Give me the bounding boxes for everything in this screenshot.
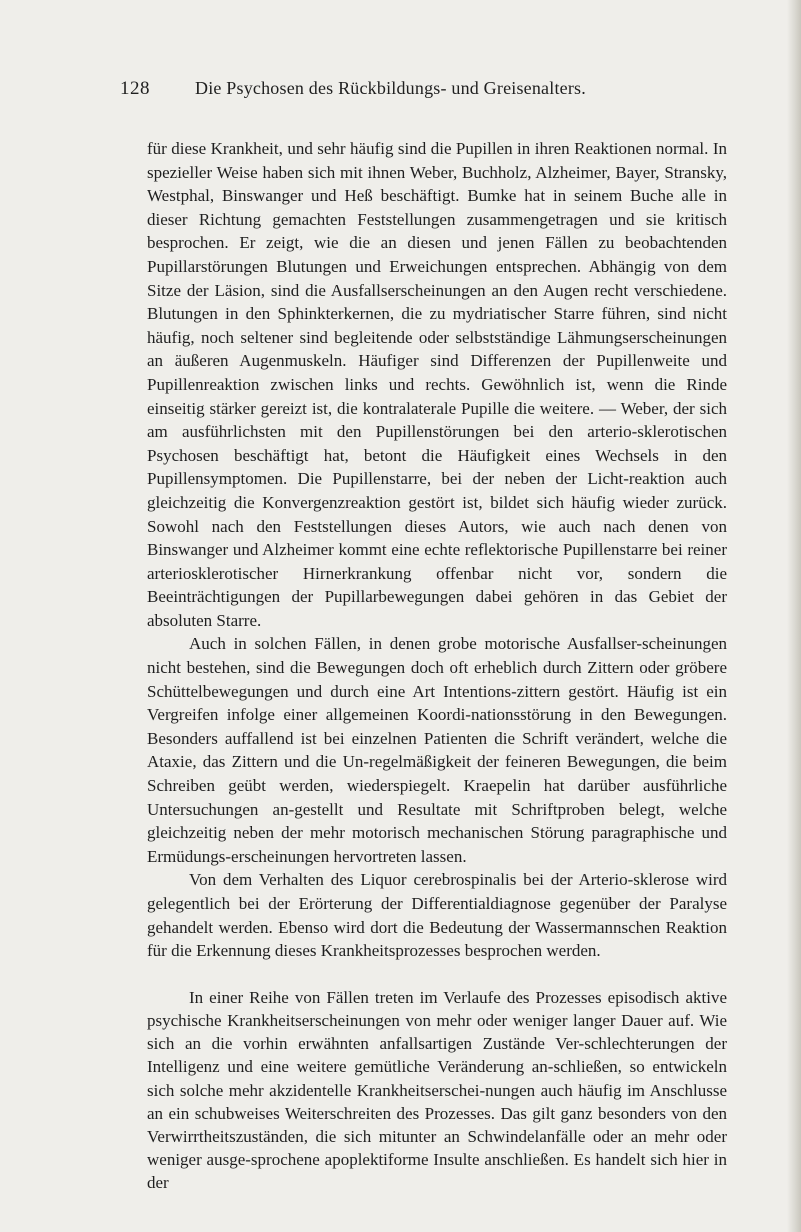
paragraph-motor-disturbances: Auch in solchen Fällen, in denen grobe motorische Ausfallser-scheinungen nicht bestehen, sind die Bewegungen doch oft erheblich durch Zittern oder gröbere Schüttelbewegungen und durch eine Art Intentions-zittern gestört. Häufig ist ein Vergreifen infolge einer allgemeinen Koordi-nationsstörung in den Bewegungen. Besonders auffallend ist bei einzelnen Patienten die Schrift verändert, welche die Ataxie, das Zittern und die Un-regelmäßigkeit der feineren Bewegungen, die beim Schreiben geübt werden, wiederspiegelt. Kraepelin hat darüber ausführliche Untersuchungen an-gestellt und Resultate mit Schriftproben belegt, welche gleichzeitig neben der mehr motorisch mechanischen Störung paragraphische und Ermüdungs-erscheinungen hervortreten lassen. xyxy=(147,634,727,866)
paragraph-pupil-reactions: für diese Krankheit, und sehr häufig sind die Pupillen in ihren Reaktionen normal. In spezieller Weise haben sich mit ihnen Weber, Buchholz, Alzheimer, Bayer, Stransky, Westphal, Binswanger und Heß beschäftigt. Bumke hat in seinem Buche alle in dieser Richtung gemachten Feststellungen zusammengetragen und sie kritisch besprochen. Er zeigt, wie die an diesen und jenen Fällen zu beobachtenden Pupillarstörungen Blutungen und Erweichungen entsprechen. Abhängig von dem Sitze der Läsion, sind die Ausfallserscheinungen an den Augen recht verschiedene. Blutungen in den Sphinkterkernen, die zu mydriatischer Starre führen, sind nicht häufig, noch seltener sind begleitende oder selbstständige Lähmungserscheinungen an äußeren Augenmuskeln. Häufiger sind Differenzen der Pupillenweite und Pupillenreaktion zwischen links und rechts. Gewöhnlich ist, wenn die Rinde einseitig stärker gereizt ist, die kontralaterale Pupille die weitere. — Weber, der sich am ausführlichsten mit den Pupillenstörungen bei den arterio-sklerotischen Psychosen beschäftigt hat, betont die Häufigkeit eines Wechsels in den Pupillensymptomen. Die Pupillenstarre, bei der neben der Licht-reaktion auch gleichzeitig die Konvergenzreaktion gestört ist, bildet sich häufig wieder zurück. Sowohl nach den Feststellungen dieses Autors, wie auch nach denen von Binswanger und Alzheimer kommt eine echte reflektorische Pupillenstarre bei reiner arteriosklerotischer Hirnerkrankung offenbar nicht vor, sondern die Beeinträchtigungen der Pupillarbewegungen dabei gehören in das Gebiet der absoluten Starre. xyxy=(147,139,727,630)
body-text xyxy=(147,137,727,1195)
page-edge-shadow xyxy=(787,0,801,1232)
page-number: 128 xyxy=(120,78,150,99)
page-header xyxy=(120,78,700,104)
paragraph-liquor: Von dem Verhalten des Liquor cerebrospinalis bei der Arterio-sklerose wird gelegentlich bei der Erörterung der Differentialdiagnose gegenüber der Paralyse gehandelt werden. Ebenso wird dort die Bedeutung der Wassermannschen Reaktion für die Erkennung dieses Krankheitsprozesses besprochen werden. xyxy=(147,870,727,961)
running-head: Die Psychosen des Rückbildungs- und Greisenalters. xyxy=(195,78,586,98)
paragraph-episodic-symptoms: In einer Reihe von Fällen treten im Verlaufe des Prozesses episodisch aktive psychische Krankheitserscheinungen von mehr oder weniger langer Dauer auf. Wie sich an die vorhin erwähnten anfallsartigen Zustände Ver-schlechterungen der Intelligenz und eine weitere gemütliche Veränderung an-schließen, so entwickeln sich solche mehr akzidentelle Krankheitserschei-nungen auch häufig im Anschlusse an ein schubweises Weiterschreiten des Prozesses. Das gilt ganz besonders von den Verwirrtheitszuständen, die sich mitunter an Schwindelanfälle oder an mehr oder weniger ausge-sprochene apoplektiforme Insulte anschließen. Es handelt sich hier in der xyxy=(147,987,727,1193)
